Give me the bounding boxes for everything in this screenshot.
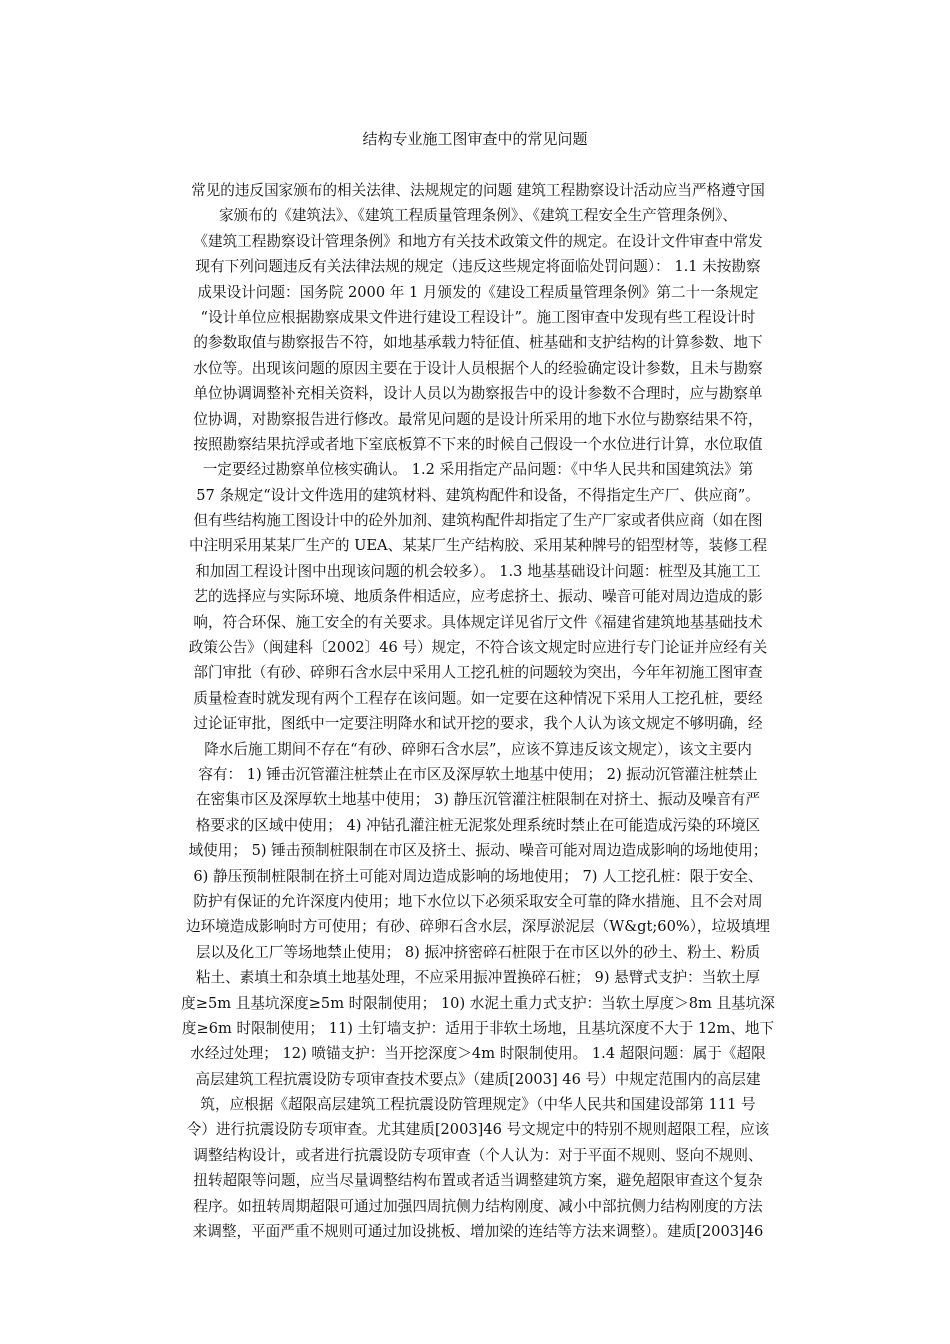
body-line: 容有： 1) 锤击沉管灌注桩禁止在市区及深厚软土地基中使用； 2) 振动沉管灌注桩禁止 <box>198 765 758 783</box>
body-line: 调整结构设计，或者进行抗震设防专项审查（个人认为：对于平面不规则、竖向不规则、 <box>193 1146 763 1164</box>
body-line: 层以及化工厂等场地禁止使用； 8) 振冲挤密碎石桩限于在市区以外的砂土、粉土、粉质 <box>195 943 761 961</box>
body-line: 单位协调调整补充相关资料，设计人员以为勘察报告中的设计参数不合理时，应与勘察单 <box>193 385 763 403</box>
body-line: 降水后施工期间不存在“有砂、碎卵石含水层”，应该不算违反该文规定），该文主要内 <box>204 740 752 758</box>
document-title: 结构专业施工图审查中的常见问题 <box>362 130 588 148</box>
document-body <box>144 178 812 1244</box>
body-line: 粘土、素填土和杂填土地基处理，不应采用振冲置换碎石桩； 9) 悬臂式支护：当软土厚 <box>195 969 761 987</box>
body-line: 度≥5m 且基坑深度≥5m 时限制使用； 10) 水泥土重力式支护：当软土厚度＞8m 且基坑深 <box>181 994 775 1012</box>
body-line: 边环境造成影响时方可使用；有砂、碎卵石含水层，深厚淤泥层（W&gt;60%），垃圾填埋 <box>185 918 771 936</box>
body-line: 但有些结构施工图设计中的砼外加剂、建筑构配件却指定了生产厂家或者供应商（如在图 <box>193 512 763 530</box>
body-line: 质量检查时就发现有两个工程存在该问题。如一定要在这种情况下采用人工挖孔桩，要经 <box>193 689 763 707</box>
body-line: 艺的选择应与实际环境、地质条件相适应，应考虑挤土、振动、噪音可能对周边造成的影 <box>193 588 763 606</box>
body-line: 响，符合环保、施工安全的有关要求。具体规定详见省厅文件《福建省建筑地基基础技术 <box>193 613 763 631</box>
body-line: 6) 静压预制桩限制在挤土可能对周边造成影响的场地使用； 7) 人工挖孔桩：限于安全、 <box>193 867 763 885</box>
body-line: 在密集市区及深厚软土地基中使用； 3) 静压沉管灌注桩限制在对挤土、振动及噪音有严 <box>195 791 761 809</box>
body-line: 水位等。出现该问题的原因主要在于设计人员根据个人的经验确定设计参数，且未与勘察 <box>193 359 763 377</box>
body-line: 《建筑工程勘察设计管理条例》和地方有关技术政策文件的规定。在设计文件审查中常发 <box>193 232 763 250</box>
body-line: 域使用； 5) 锤击预制桩限制在市区及挤土、振动、噪音可能对周边造成影响的场地使用； <box>188 842 768 860</box>
body-line: 过论证审批，图纸中一定要注明降水和试开挖的要求，我个人认为该文规定不够明确，经 <box>193 715 763 733</box>
body-line: 常见的违反国家颁布的相关法律、法规规定的问题 建筑工程勘察设计活动应当严格遵守国 <box>191 182 765 199</box>
body-line: 57 条规定“设计文件选用的建筑材料、建筑构配件和设备，不得指定生产厂、供应商”。 <box>196 486 760 504</box>
body-line: “设计单位应根据勘察成果文件进行建设工程设计”。施工图审查中发现有些工程设计时 <box>200 308 756 326</box>
body-line: 度≥6m 时限制使用； 11) 土钉墙支护：适用于非软土场地，且基坑深度不大于 12m、地下 <box>181 1019 775 1037</box>
body-line: 现有下列问题违反有关法律法规的规定（违反这些规定将面临处罚问题）： 1.1 未按勘察 <box>195 258 761 276</box>
body-line: 部门审批（有砂、碎卵石含水层中采用人工挖孔桩的问题较为突出，今年年初施工图审查 <box>193 664 763 682</box>
body-line: 令）进行抗震设防专项审查。尤其建质[2003]46 号文规定中的特别不规则超限工程，应该 <box>186 1121 770 1139</box>
body-line: 水经过处理； 12) 喷锚支护：当开挖深度＞4m 时限制使用。 1.4 超限问题：属于《超限 <box>190 1045 766 1063</box>
body-line: 政策公告》（闽建科〔2002〕46 号）规定，不符合该文规定时应进行专门论证并应经有关 <box>188 639 768 657</box>
body-line: 高层建筑工程抗震设防专项审查技术要点》（建质[2003] 46 号）中规定范围内的高层建 <box>195 1070 761 1088</box>
body-line: 筑，应根据《超限高层建筑工程抗震设防管理规定》（中华人民共和国建设部第 111 号 <box>200 1096 756 1114</box>
body-line: 一定要经过勘察单位核实确认。 1.2 采用指定产品问题：《中华人民共和国建筑法》第 <box>202 461 754 479</box>
body-line: 中注明采用某某厂生产的 UEA、某某厂生产结构胶、采用某种牌号的铝型材等，装修工程 <box>188 537 768 555</box>
body-line: 格要求的区域中使用； 4) 冲钻孔灌注桩无泥浆处理系统时禁止在可能造成污染的环境区 <box>195 816 761 834</box>
body-line: 和加固工程设计图中出现该问题的机会较多）。 1.3 地基基础设计问题：桩型及其施工工 <box>195 562 761 580</box>
body-line: 家颁布的《建筑法》、《建筑工程质量管理条例》、《建筑工程安全生产管理条例》、 <box>218 207 738 225</box>
body-line: 防护有保证的允许深度内使用；地下水位以下必须采取安全可靠的降水措施、且不会对周 <box>193 892 763 910</box>
body-line: 按照勘察结果抗浮或者地下室底板算不下来的时候自己假设一个水位进行计算，水位取值 <box>193 435 763 453</box>
body-line: 来调整，平面严重不规则可通过加设挑板、增加梁的连结等方法来调整）。建质[2003]46 <box>192 1223 764 1241</box>
body-line: 成果设计问题：国务院 2000 年 1 月颁发的《建设工程质量管理条例》第二十一条规定 <box>197 283 759 301</box>
body-line: 扭转超限等问题，应当尽量调整结构布置或者适当调整建筑方案，避免超限审查这个复杂 <box>193 1172 763 1190</box>
body-line: 程序。如扭转周期超限可通过加强四周抗侧力结构刚度、减小中部抗侧力结构刚度的方法 <box>193 1197 763 1215</box>
body-line: 位协调，对勘察报告进行修改。最常见问题的是设计所采用的地下水位与勘察结果不符， <box>193 410 763 428</box>
body-line: 的参数取值与勘察报告不符，如地基承载力特征值、桩基础和支护结构的计算参数、地下 <box>193 334 763 352</box>
